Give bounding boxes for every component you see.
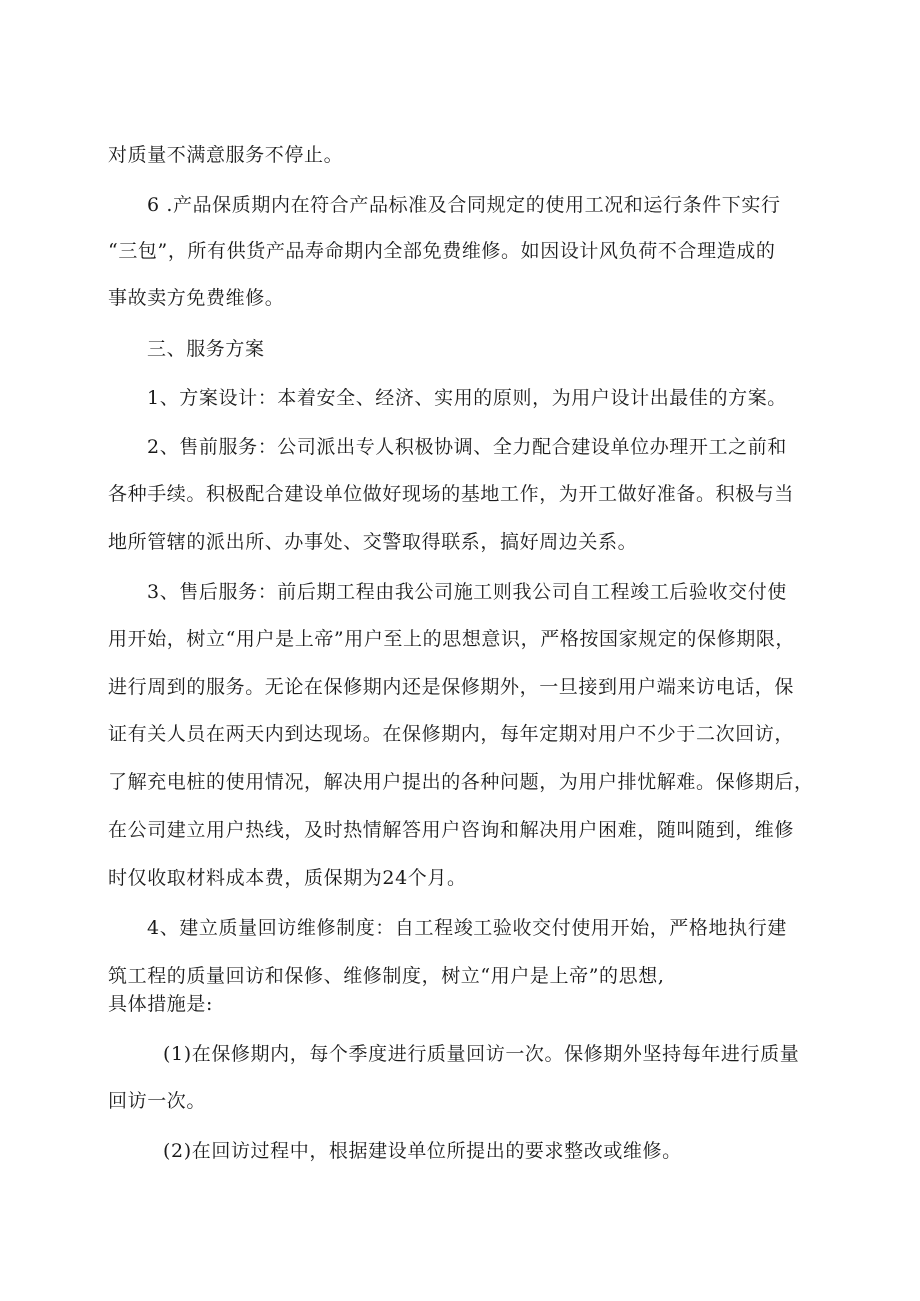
text-line: 用开始，树立“用户是上帝”用户至上的思想意识，严格按国家规定的保修期限， [108,628,796,650]
text-line: 筑工程的质量回访和保修、维修制度，树立“用户是上帝”的思想, [108,965,665,987]
text-line: 了解充电桩的使用情况，解决用户提出的各种问题，为用户排忧解难。保修期后， [108,771,814,793]
section-heading: 三、服务方案 [147,338,265,360]
text-line: 具体措施是: [108,993,214,1015]
text-line: 进行周到的服务。无论在保修期内还是保修期外，一旦接到用户端来访电话，保 [108,676,795,698]
text-line: 证有关人员在两天内到达现场。在保修期内，每年定期对用户不少于二次回访， [108,723,795,745]
text-line: 各种手续。积极配合建设单位做好现场的基地工作，为开工做好准备。积极与当 [108,483,795,505]
text-line: 在公司建立用户热线，及时热情解答用户咨询和解决用户困难，随叫随到，维修 [108,819,795,841]
text-line: “三包”，所有供货产品寿命期内全部免费维修。如因设计风负荷不合理造成的 [108,240,776,262]
text-line: 对质量不满意服务不停止。 [108,144,344,166]
text-line: 6 .产品保质期内在符合产品标准及合同规定的使用工况和运行条件下实行 [147,194,781,216]
text-line: 事故卖方免费维修。 [108,287,285,309]
text-line: 回访一次。 [108,1090,207,1112]
list-item: (1)在保修期内，每个季度进行质量回访一次。保修期外坚持每年进行质量 [163,1043,800,1065]
text-line: 3、售后服务：前后期工程由我公司施工则我公司自工程竣工后验收交付使 [147,581,787,603]
text-line: 时仅收取材料成本费，质保期为24个月。 [108,867,467,889]
text-line: 1、方案设计：本着安全、经济、实用的原则，为用户设计出最佳的方案。 [147,387,787,409]
text-line: 2、售前服务：公司派出专人积极协调、全力配合建设单位办理开工之前和 [147,436,787,458]
list-item: (2)在回访过程中，根据建设单位所提出的要求整改或维修。 [163,1140,682,1162]
text-line: 4、建立质量回访维修制度：自工程竣工验收交付使用开始，严格地执行建 [147,917,787,939]
text-line: 地所管辖的派出所、办事处、交警取得联系，搞好周边关系。 [108,531,638,553]
